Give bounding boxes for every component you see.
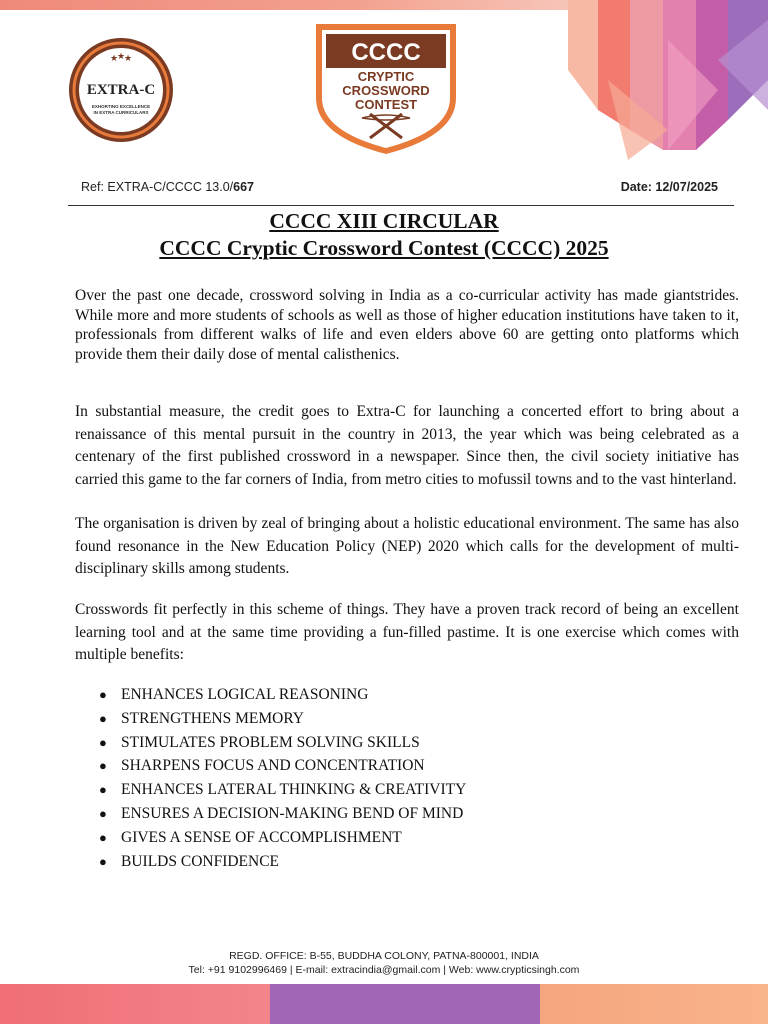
- list-item: ● BUILDS CONFIDENCE: [75, 851, 466, 875]
- paragraph-crosswords: Crosswords fit perfectly in this scheme of things. They have a proven track record of being an excellent learning tool and at the same time providing a fun-filled pastime. It is one exercise which comes with multiple benefits:: [75, 601, 739, 664]
- list-item: ● SHARPENS FOCUS AND CONCENTRATION: [75, 755, 466, 779]
- svg-text:CROSSWORD: CROSSWORD: [342, 83, 430, 98]
- bullet-icon: ●: [99, 853, 107, 869]
- reference-number: Ref: EXTRA-C/CCCC 13.0/667: [81, 180, 254, 194]
- list-item: ● STIMULATES PROBLEM SOLVING SKILLS: [75, 732, 466, 756]
- paragraph-intro: Over the past one decade, crossword solving in India as a co-curricular activity has made giantstrides. While more and more students of schools as well as those of higher education institutions have taken to it, professionals from different walks of life and even elders above 60 are getting onto platforms which provide them their daily dose of mental calisthenics.: [75, 287, 739, 364]
- bottom-decorative-bar: [0, 984, 768, 1024]
- circular-date: Date: 12/07/2025: [620, 180, 718, 194]
- footer-contact: Tel: +91 9102996469 | E-mail: extracindia@gmail.com | Web: www.crypticsingh.com: [188, 964, 580, 976]
- circular-title: CCCC XIII CIRCULAR: [269, 209, 499, 233]
- corner-decoration: [568, 0, 768, 160]
- bullet-icon: ●: [99, 710, 107, 726]
- cccc-logo: [310, 18, 462, 158]
- svg-text:★: ★: [124, 54, 133, 64]
- top-decorative-bar: [0, 0, 580, 10]
- svg-text:★: ★: [110, 54, 119, 64]
- footer-office-address: REGD. OFFICE: B-55, BUDDHA COLONY, PATNA-800001, INDIA: [229, 950, 539, 962]
- bullet-icon: ●: [99, 758, 107, 774]
- list-item: ● ENHANCES LOGICAL REASONING: [75, 684, 466, 708]
- bullet-icon: ●: [99, 734, 107, 750]
- svg-text:IN EXTRA CURRICULARS: IN EXTRA CURRICULARS: [93, 110, 149, 115]
- list-item: ● ENSURES A DECISION-MAKING BEND OF MIND: [75, 803, 466, 827]
- bullet-icon: ●: [99, 687, 107, 702]
- header-divider: [68, 205, 734, 206]
- svg-text:EXHORTING EXCELLENCE: EXHORTING EXCELLENCE: [91, 104, 151, 109]
- extra-c-logo: [62, 36, 180, 144]
- paragraph-organisation: The organisation is driven by zeal of bringing about a holistic educational environment. The same has also found resonance in the New Education Policy (NEP) 2020 which calls for the development of multi-disciplinary skills among students.: [75, 515, 739, 578]
- contest-title: CCCC Cryptic Crossword Contest (CCCC) 2025: [159, 236, 609, 260]
- list-item: ● ENHANCES LATERAL THINKING & CREATIVITY: [75, 779, 466, 803]
- list-item: ● STRENGTHENS MEMORY: [75, 708, 466, 732]
- bullet-icon: ●: [99, 782, 107, 798]
- list-item: ● GIVES A SENSE OF ACCOMPLISHMENT: [75, 827, 466, 851]
- svg-text:CONTEST: CONTEST: [354, 97, 418, 112]
- extra-c-logo-name: EXTRA-C: [86, 82, 156, 98]
- benefits-list: [75, 684, 466, 874]
- svg-text:CRYPTIC: CRYPTIC: [357, 69, 415, 84]
- paragraph-extra-c-credit: In substantial measure, the credit goes to Extra-C for launching a concerted effort to bring about a renaissance of this mental pursuit in the country in 2013, the year which was being celebrated as a centenary of the first published crossword in a newspaper. Since then, the civil society initiative has carried this game to the far corners of India, from metro cities to mofussil towns and to the vast hinterland.: [75, 403, 739, 488]
- svg-text:★: ★: [117, 52, 126, 62]
- bullet-icon: ●: [99, 829, 107, 845]
- bullet-icon: ●: [99, 805, 107, 821]
- cccc-logo-name: CCCC: [351, 39, 421, 66]
